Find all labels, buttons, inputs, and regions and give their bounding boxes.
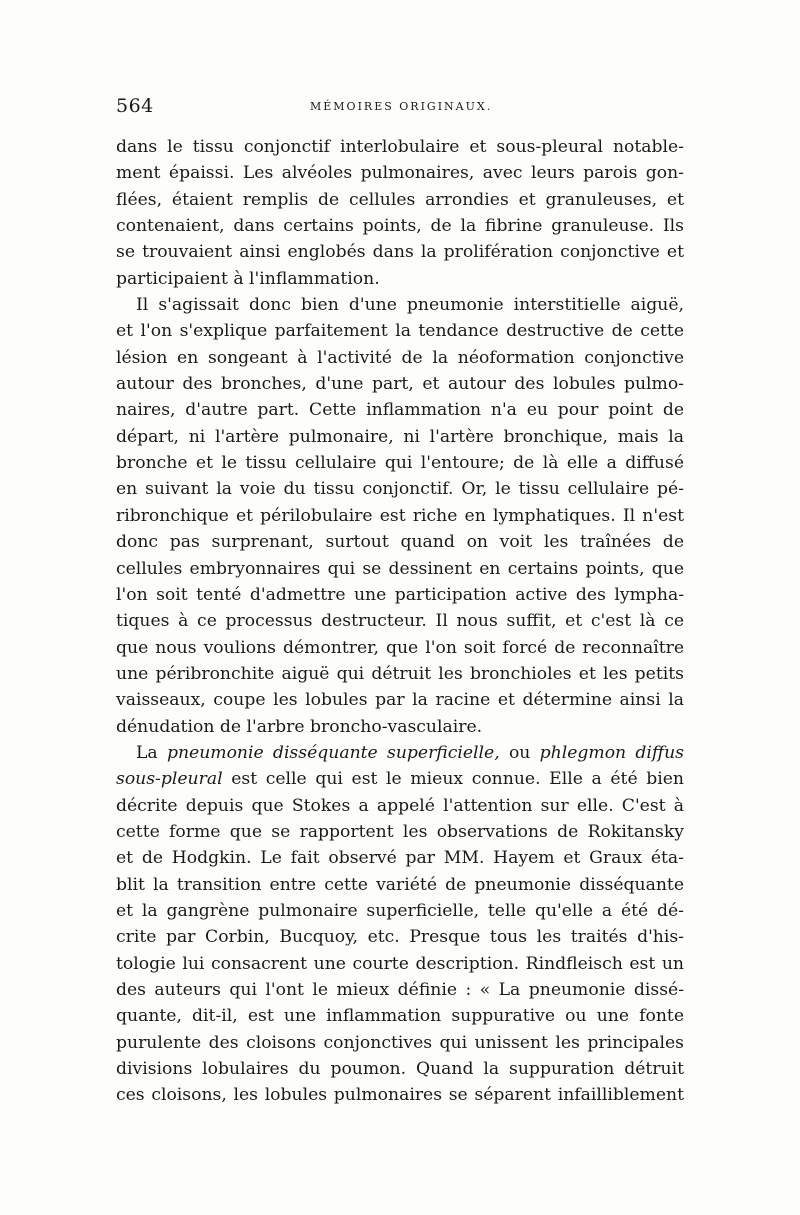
text-line: en suivant la voie du tissu conjonctif. Or, le tissu cellulaire pé- (116, 479, 684, 500)
text-line: vaisseaux, coupe les lobules par la racine et détermine ainsi la (116, 690, 684, 711)
text-line: des auteurs qui l'ont le mieux définie : « La pneumonie dissé- (116, 980, 684, 1000)
running-head: MÉMOIRES ORIGINAUX. (310, 100, 493, 113)
text-line: flées, étaient remplis de cellules arrondies et granuleuses, et (116, 189, 684, 210)
text-line: participaient à l'inflammation. (116, 268, 380, 289)
text-line: purulente des cloisons conjonctives qui unissent les principales (116, 1032, 684, 1053)
italic-term: phlegmon diffus (539, 742, 684, 763)
text-line: une péribronchite aiguë qui détruit les bronchioles et les petits (116, 663, 684, 684)
text-line: divisions lobulaires du poumon. Quand la suppuration détruit (116, 1059, 684, 1080)
text-line: quante, dit-il, est une inflammation suppurative ou une fonte (116, 1006, 684, 1027)
text-line: cette forme que se rapportent les observations de Rokitansky (116, 821, 684, 842)
text-line (116, 766, 684, 792)
text-line: lésion en songeant à l'activité de la néoformation conjonctive (116, 347, 684, 368)
text-run: ou (499, 742, 540, 763)
text-line: et la gangrène pulmonaire superficielle, telle qu'elle a été dé- (116, 900, 684, 921)
text-line: dans le tissu conjonctif interlobulaire et sous-pleural notable- (116, 137, 684, 157)
text-line: que nous voulions démontrer, que l'on soit forcé de reconnaître (116, 637, 684, 658)
page-number: 564 (116, 95, 154, 117)
text-line: blit la transition entre cette variété de pneumonie disséquante (116, 874, 684, 895)
text-line: ribronchique et périlobulaire est riche en lymphatiques. Il n'est (116, 505, 684, 526)
text-line (116, 740, 684, 766)
text-run: La (136, 742, 167, 763)
text-line: ces cloisons, les lobules pulmonaires se séparent infailliblement (116, 1085, 684, 1106)
text-line: dénudation de l'arbre broncho-vasculaire. (116, 716, 483, 737)
text-line: ment épaissi. Les alvéoles pulmonaires, avec leurs parois gon- (116, 163, 684, 184)
text-line: départ, ni l'artère pulmonaire, ni l'artère bronchique, mais la (116, 426, 684, 447)
text-line: tiques à ce processus destructeur. Il nous suffit, et c'est là ce (116, 611, 684, 632)
text-line: autour des bronches, d'une part, et autour des lobules pulmo- (116, 374, 684, 395)
text-line: tologie lui consacrent une courte description. Rindfleisch est un (116, 953, 684, 974)
text-run: est celle qui est le mieux connue. Elle a été bien (222, 769, 684, 790)
text-line: décrite depuis que Stokes a appelé l'attention sur elle. C'est à (116, 795, 684, 816)
text-line: se trouvaient ainsi englobés dans la prolifération conjonctive et (116, 242, 684, 263)
text-line: cellules embryonnaires qui se dessinent en certains points, que (116, 558, 684, 579)
text-line: Il s'agissait donc bien d'une pneumonie interstitielle aiguë, (136, 295, 684, 316)
text-line: contenaient, dans certains points, de la fibrine granuleuse. Ils (116, 216, 684, 237)
text-line: et l'on s'explique parfaitement la tendance destructive de cette (116, 321, 684, 342)
page-header (116, 95, 696, 119)
italic-term: pneumonie disséquante superficielle, (166, 742, 500, 763)
body-text (116, 134, 684, 1109)
text-line: crite par Corbin, Bucquoy, etc. Presque tous les traités d'his- (116, 927, 684, 948)
text-line: et de Hodgkin. Le fait observé par MM. Hayem et Graux éta- (116, 848, 684, 869)
text-line: bronche et le tissu cellulaire qui l'entoure; de là elle a diffusé (116, 453, 684, 474)
text-line: l'on soit tenté d'admettre une participation active des lympha- (116, 584, 684, 605)
text-line: naires, d'autre part. Cette inflammation n'a eu pour point de (116, 400, 684, 421)
italic-term: sous-pleural (116, 769, 223, 790)
text-line: donc pas surprenant, surtout quand on voit les traînées de (116, 532, 684, 553)
